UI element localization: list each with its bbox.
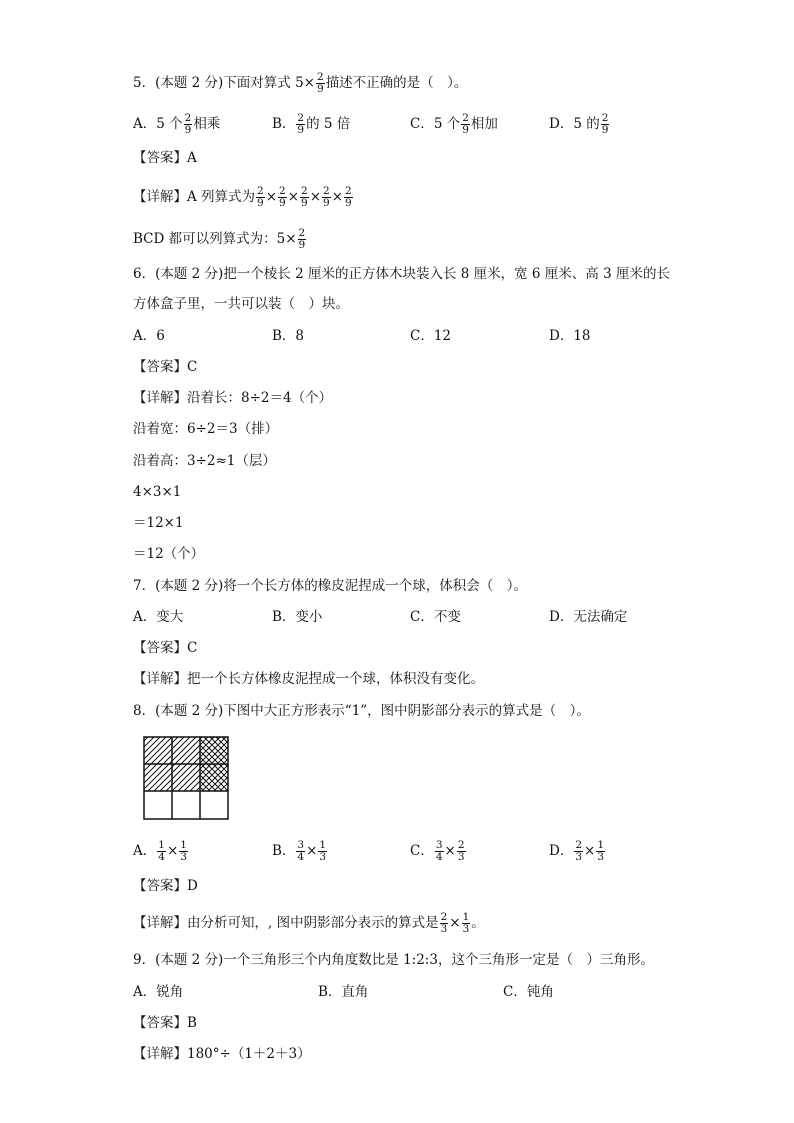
q9-option-b: B．直角 [318, 984, 369, 1000]
numerator: 2 [317, 71, 324, 83]
q7-stem: 7．(本题 2 分)将一个长方体的橡皮泥捏成一个球，体积会（ ）。 [133, 578, 528, 594]
numerator: 2 [184, 112, 192, 124]
denominator: 9 [184, 124, 192, 136]
q6-option-c: C．12 [410, 328, 452, 344]
q5-stem-text-end: 描述不正确的是（ ）。 [325, 75, 468, 91]
q9-option-c: C．钝角 [503, 984, 554, 1000]
q8-stem: 8．(本题 2 分)下图中大正方形表示“1”，图中阴影部分表示的算式是（ ）。 [133, 703, 590, 719]
denominator: 9 [257, 197, 264, 209]
q5-option-b [272, 113, 350, 136]
option-label: D． [549, 843, 574, 859]
detail-text: BCD 都可以列算式为：5× [133, 231, 297, 247]
option-text: C．5 个 [410, 116, 461, 132]
fraction [179, 840, 188, 863]
q6-stem-line2: 方体盒子里，一共可以装（ ）块。 [133, 296, 349, 312]
grid-cell-crosshatched [200, 737, 228, 764]
fraction [596, 840, 605, 863]
q9-option-a: A．锐角 [133, 984, 184, 1000]
times-sign: × [449, 915, 461, 931]
option-text: A．5 个 [133, 116, 183, 132]
denominator: 9 [279, 197, 286, 209]
fraction [574, 840, 583, 863]
q5-stem [133, 72, 467, 95]
numerator: 2 [345, 185, 352, 197]
denominator: 3 [440, 923, 448, 935]
grid-cell-shaded [144, 737, 172, 764]
denominator: 3 [597, 851, 605, 863]
numerator: 2 [462, 112, 469, 124]
times-sign: × [265, 189, 278, 205]
denominator: 9 [297, 124, 305, 136]
fraction [184, 113, 193, 136]
q9-stem: 9．(本题 2 分)一个三角形三个内角度数比是 1:2:3，这个三角形一定是（ ）三角形。 [133, 952, 654, 968]
q7-detail: 【详解】把一个长方体橡皮泥捏成一个球，体积没有变化。 [133, 671, 484, 687]
denominator: 3 [462, 923, 470, 935]
numerator: 2 [279, 185, 286, 197]
denominator: 3 [319, 851, 327, 863]
denominator: 4 [435, 851, 443, 863]
q6-detail-line: 【详解】沿着长：8÷2＝4（个） [133, 390, 333, 406]
q8-answer: 【答案】D [133, 878, 198, 894]
q5-option-c [410, 113, 498, 136]
option-label: B． [272, 843, 296, 859]
q7-option-a: A．变大 [133, 609, 184, 625]
fraction [435, 840, 444, 863]
times-sign: × [444, 843, 456, 859]
q9-detail: 【详解】180°÷（1＋2＋3） [133, 1046, 311, 1062]
numerator: 3 [435, 839, 443, 851]
q7-option-c: C．不变 [410, 609, 461, 625]
grid-cell-shaded [144, 764, 172, 791]
numerator: 1 [462, 911, 470, 923]
q8-option-b [272, 840, 328, 863]
q6-option-b: B．8 [272, 328, 305, 344]
grid-cell-shaded [172, 764, 200, 791]
numerator: 2 [301, 185, 308, 197]
numerator: 1 [158, 839, 165, 851]
q8-option-a [133, 840, 189, 863]
denominator: 9 [462, 124, 469, 136]
fraction [322, 186, 331, 209]
numerator: 2 [457, 839, 465, 851]
denominator: 4 [158, 851, 165, 863]
fraction [157, 840, 166, 863]
q5-detail [133, 186, 354, 209]
q6-stem-line1: 6．(本题 2 分)把一个棱长 2 厘米的正方体木块装入长 8 厘米，宽 6 厘米、高 3 厘米的长 [133, 266, 670, 282]
detail-text: 【详解】A 列算式为 [133, 189, 256, 205]
q6-answer: 【答案】C [133, 359, 198, 375]
numerator: 2 [257, 185, 264, 197]
q5-stem-text: 5．(本题 2 分)下面对算式 5× [133, 75, 315, 91]
times-sign: × [306, 843, 318, 859]
detail-text: 【详解】由分析可知，, 图中阴影部分表示的算式是 [133, 915, 439, 931]
q8-detail [133, 912, 485, 935]
denominator: 9 [601, 124, 609, 136]
numerator: 2 [440, 911, 448, 923]
denominator: 3 [180, 851, 187, 863]
q5-bcd-detail [133, 228, 307, 251]
fraction [601, 113, 610, 136]
fraction [344, 186, 353, 209]
q6-detail-line: ＝12（个） [133, 546, 205, 562]
fraction [256, 186, 265, 209]
option-text: 相乘 [193, 116, 221, 132]
times-sign: × [331, 189, 344, 205]
numerator: 2 [297, 112, 305, 124]
fraction [296, 840, 305, 863]
q7-answer: 【答案】C [133, 640, 198, 656]
q5-option-d [549, 113, 610, 136]
q6-option-d: D．18 [549, 328, 591, 344]
q5-answer: 【答案】A [133, 150, 197, 166]
numerator: 1 [319, 839, 327, 851]
fraction [300, 186, 309, 209]
option-text: 相加 [470, 116, 498, 132]
q6-detail-line: 沿着高：3÷2≈1（层） [133, 453, 276, 469]
q8-option-c [410, 840, 467, 863]
denominator: 3 [575, 851, 583, 863]
numerator: 3 [297, 839, 305, 851]
numerator: 2 [298, 227, 306, 239]
option-label: C． [410, 843, 434, 859]
fraction [457, 840, 466, 863]
detail-text-end: 。 [471, 915, 485, 931]
denominator: 9 [317, 83, 324, 95]
denominator: 9 [323, 197, 330, 209]
denominator: 3 [457, 851, 465, 863]
option-text: D．5 的 [549, 116, 600, 132]
grid-cell-crosshatched [200, 764, 228, 791]
q9-answer: 【答案】B [133, 1015, 197, 1031]
times-sign: × [309, 189, 322, 205]
times-sign: × [584, 843, 596, 859]
fraction [296, 113, 305, 136]
numerator: 2 [323, 185, 330, 197]
fraction [440, 912, 449, 935]
q6-detail-line: ＝12×1 [133, 515, 184, 531]
denominator: 9 [301, 197, 308, 209]
denominator: 9 [298, 239, 306, 251]
times-sign: × [166, 843, 179, 859]
option-text: 的 5 倍 [306, 116, 351, 132]
fraction [298, 228, 307, 251]
fraction [461, 113, 470, 136]
numerator: 1 [180, 839, 187, 851]
times-sign: × [287, 189, 300, 205]
option-label: A． [133, 843, 157, 859]
q5-stem-fraction [316, 72, 325, 95]
q6-detail-line: 4×3×1 [133, 484, 182, 500]
grid-cell-shaded [172, 737, 200, 764]
option-text: B． [272, 116, 296, 132]
q7-option-b: B．变小 [272, 609, 323, 625]
fraction [318, 840, 327, 863]
fraction [462, 912, 471, 935]
fraction [278, 186, 287, 209]
numerator: 1 [597, 839, 605, 851]
numerator: 2 [601, 112, 609, 124]
q7-option-d: D．无法确定 [549, 609, 628, 625]
denominator: 4 [297, 851, 305, 863]
square-grid-figure [143, 736, 229, 820]
q6-option-a: A．6 [133, 328, 165, 344]
q8-option-d [549, 840, 606, 863]
numerator: 2 [575, 839, 583, 851]
denominator: 9 [345, 197, 352, 209]
q6-detail-line: 沿着宽：6÷2＝3（排） [133, 421, 279, 437]
q5-option-a [133, 113, 220, 136]
